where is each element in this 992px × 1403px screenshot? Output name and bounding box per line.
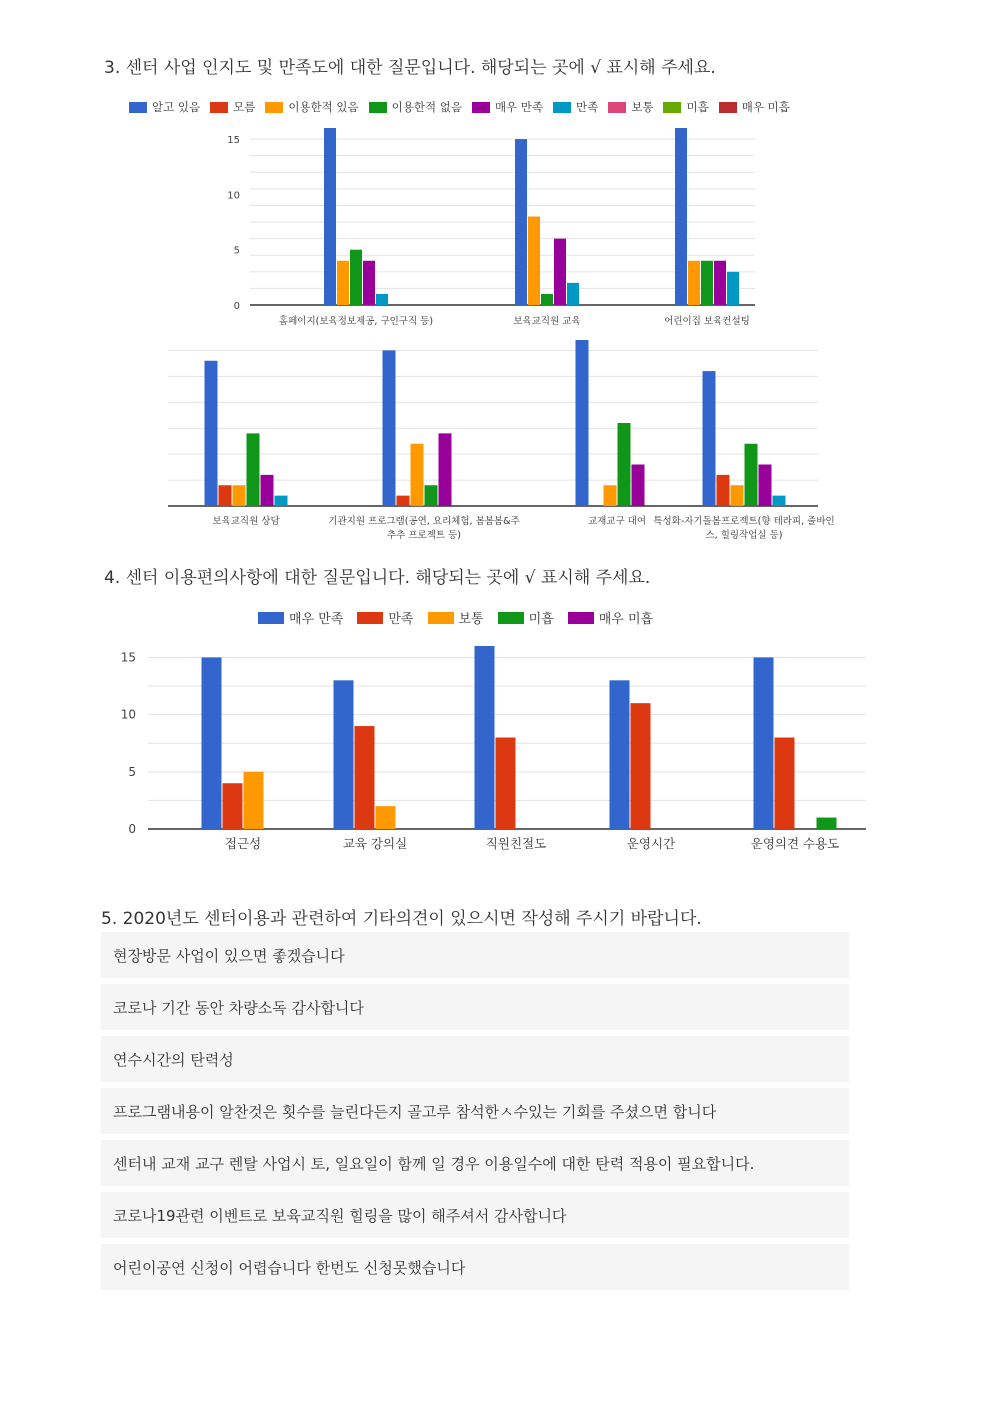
- response-item: 현장방문 사업이 있으면 좋겠습니다: [101, 932, 849, 978]
- q3-legend-label: 매우 미흡: [741, 100, 790, 114]
- bar-이용한적 있음: [411, 444, 424, 506]
- bar-이용한적 없음: [618, 423, 631, 506]
- chart-y-tick-label: 10: [227, 190, 240, 202]
- q5-heading: 5. 2020년도 센터이용과 관련하여 기타의견이 있으시면 작성해 주시기 바랍니다.: [101, 909, 702, 929]
- bar-만족: [773, 496, 786, 506]
- q4-legend-label: 매우 미흡: [598, 612, 654, 627]
- category-label: 어린이집 보육컨설팅: [664, 316, 750, 327]
- q3-legend-label: 매우 만족: [494, 100, 544, 114]
- bar-모름: [397, 496, 410, 506]
- category-label: 스, 힐링작업실 등): [705, 530, 783, 541]
- bar-만족: [567, 283, 579, 305]
- bar-만족: [223, 783, 243, 829]
- chart-y-tick-label: 5: [128, 764, 136, 779]
- q3-legend-label: 보통: [631, 100, 654, 114]
- category-label: 보육교직원 상담: [212, 516, 280, 527]
- bar-보통: [244, 772, 264, 829]
- q3-legend-label: 알고 있음: [152, 100, 201, 114]
- bar-이용한적 있음: [528, 217, 540, 306]
- bar-만족: [355, 726, 375, 829]
- category-label: 특성화-자기돌봄프로젝트(향 테라피, 줄바인: [653, 516, 835, 527]
- response-item: 코로나19관련 이벤트로 보육교직원 힐링을 많이 해주셔서 감사합니다: [101, 1192, 849, 1238]
- category-label: 교재교구 대여: [587, 516, 647, 527]
- bar-알고 있음: [576, 340, 589, 506]
- response-item: 센터내 교재 교구 렌탈 사업시 토, 일요일이 함께 일 경우 이용일수에 대한 탄력 적용이 필요합니다.: [101, 1140, 849, 1186]
- bar-매우 만족: [610, 680, 630, 829]
- q4-legend-label: 보통: [458, 612, 484, 627]
- bar-모름: [717, 475, 730, 506]
- bar-만족: [631, 703, 651, 829]
- bar-매우 만족: [714, 261, 726, 305]
- chart-y-tick-label: 0: [128, 822, 136, 836]
- q3-legend-label: 모름: [233, 100, 256, 114]
- category-label: 교육 강의실: [342, 836, 408, 851]
- bar-알고 있음: [383, 350, 396, 506]
- bar-매우 만족: [554, 239, 566, 305]
- q4-legend-label: 매우 만족: [289, 612, 344, 627]
- bar-매우 만족: [202, 657, 222, 829]
- bar-이용한적 없음: [350, 250, 362, 305]
- category-label: 보육교직원 교육: [513, 316, 581, 327]
- q5-response-list: [101, 932, 849, 1296]
- bar-매우 만족: [261, 475, 274, 506]
- bar-매우 만족: [439, 433, 452, 506]
- bar-이용한적 있음: [604, 485, 617, 506]
- category-label: 직원친절도: [485, 836, 547, 851]
- bar-이용한적 있음: [337, 261, 349, 305]
- bar-이용한적 있음: [731, 485, 744, 506]
- bar-매우 만족: [759, 465, 772, 507]
- bar-이용한적 있음: [688, 261, 700, 305]
- bar-미흡: [817, 818, 837, 829]
- bar-만족: [275, 496, 288, 506]
- category-label: 접근성: [224, 836, 262, 851]
- bar-만족: [775, 738, 795, 830]
- category-label: 추추 프로젝트 등): [387, 530, 461, 541]
- response-item: 코로나 기간 동안 차량소독 감사합니다: [101, 984, 849, 1030]
- bar-모름: [219, 485, 232, 506]
- bar-만족: [727, 272, 739, 305]
- q3-heading: 3. 센터 사업 인지도 및 만족도에 대한 질문입니다. 해당되는 곳에 √ 표시해 주세요.: [104, 58, 716, 78]
- q3-legend-label: 미흡: [686, 100, 709, 114]
- bar-이용한적 없음: [541, 294, 553, 305]
- response-item: 어린이공연 신청이 어렵습니다 한번도 신청못했습니다: [101, 1244, 849, 1290]
- bar-만족: [496, 738, 516, 830]
- bar-알고 있음: [703, 371, 716, 506]
- bar-알고 있음: [515, 139, 527, 305]
- bar-이용한적 없음: [745, 444, 758, 506]
- bar-매우 만족: [754, 657, 774, 829]
- chart-y-tick-label: 15: [227, 135, 240, 147]
- q3-legend-label: 만족: [576, 100, 599, 114]
- bar-만족: [376, 294, 388, 305]
- bar-매우 만족: [363, 261, 375, 305]
- response-item: 프로그램내용이 알찬것은 횟수를 늘린다든지 골고루 참석한ㅅ수있는 기회를 주셨으면 합니다: [101, 1088, 849, 1134]
- q4-heading: 4. 센터 이용편의사항에 대한 질문입니다. 해당되는 곳에 √ 표시해 주세요.: [104, 568, 651, 588]
- chart-y-tick-label: 15: [120, 650, 136, 665]
- bar-이용한적 없음: [701, 261, 713, 305]
- q3-legend-label: 이용한적 없음: [391, 100, 462, 114]
- q3-legend-label: 이용한적 있음: [288, 100, 359, 114]
- response-item: 연수시간의 탄력성: [101, 1036, 849, 1082]
- chart-y-tick-label: 0: [233, 301, 240, 312]
- bar-매우 만족: [632, 465, 645, 507]
- q4-legend-label: 만족: [388, 612, 414, 627]
- bar-보통: [376, 806, 396, 829]
- bar-알고 있음: [324, 128, 336, 305]
- q4-legend-label: 미흡: [528, 612, 554, 627]
- bar-이용한적 없음: [425, 485, 438, 506]
- bar-이용한적 있음: [233, 485, 246, 506]
- bar-매우 만족: [475, 646, 495, 829]
- bar-매우 만족: [334, 680, 354, 829]
- bar-알고 있음: [205, 361, 218, 506]
- bar-이용한적 없음: [247, 433, 260, 506]
- category-label: 홈페이지(보육정보제공, 구인구직 등): [278, 316, 434, 327]
- category-label: 기관지원 프로그램(공연, 요리체험, 봄봄봄&주: [328, 516, 520, 527]
- bar-알고 있음: [675, 128, 687, 305]
- chart-y-tick-label: 10: [120, 707, 136, 722]
- chart-y-tick-label: 5: [233, 245, 240, 257]
- category-label: 운영시간: [626, 836, 676, 851]
- category-label: 운영의견 수용도: [750, 836, 840, 851]
